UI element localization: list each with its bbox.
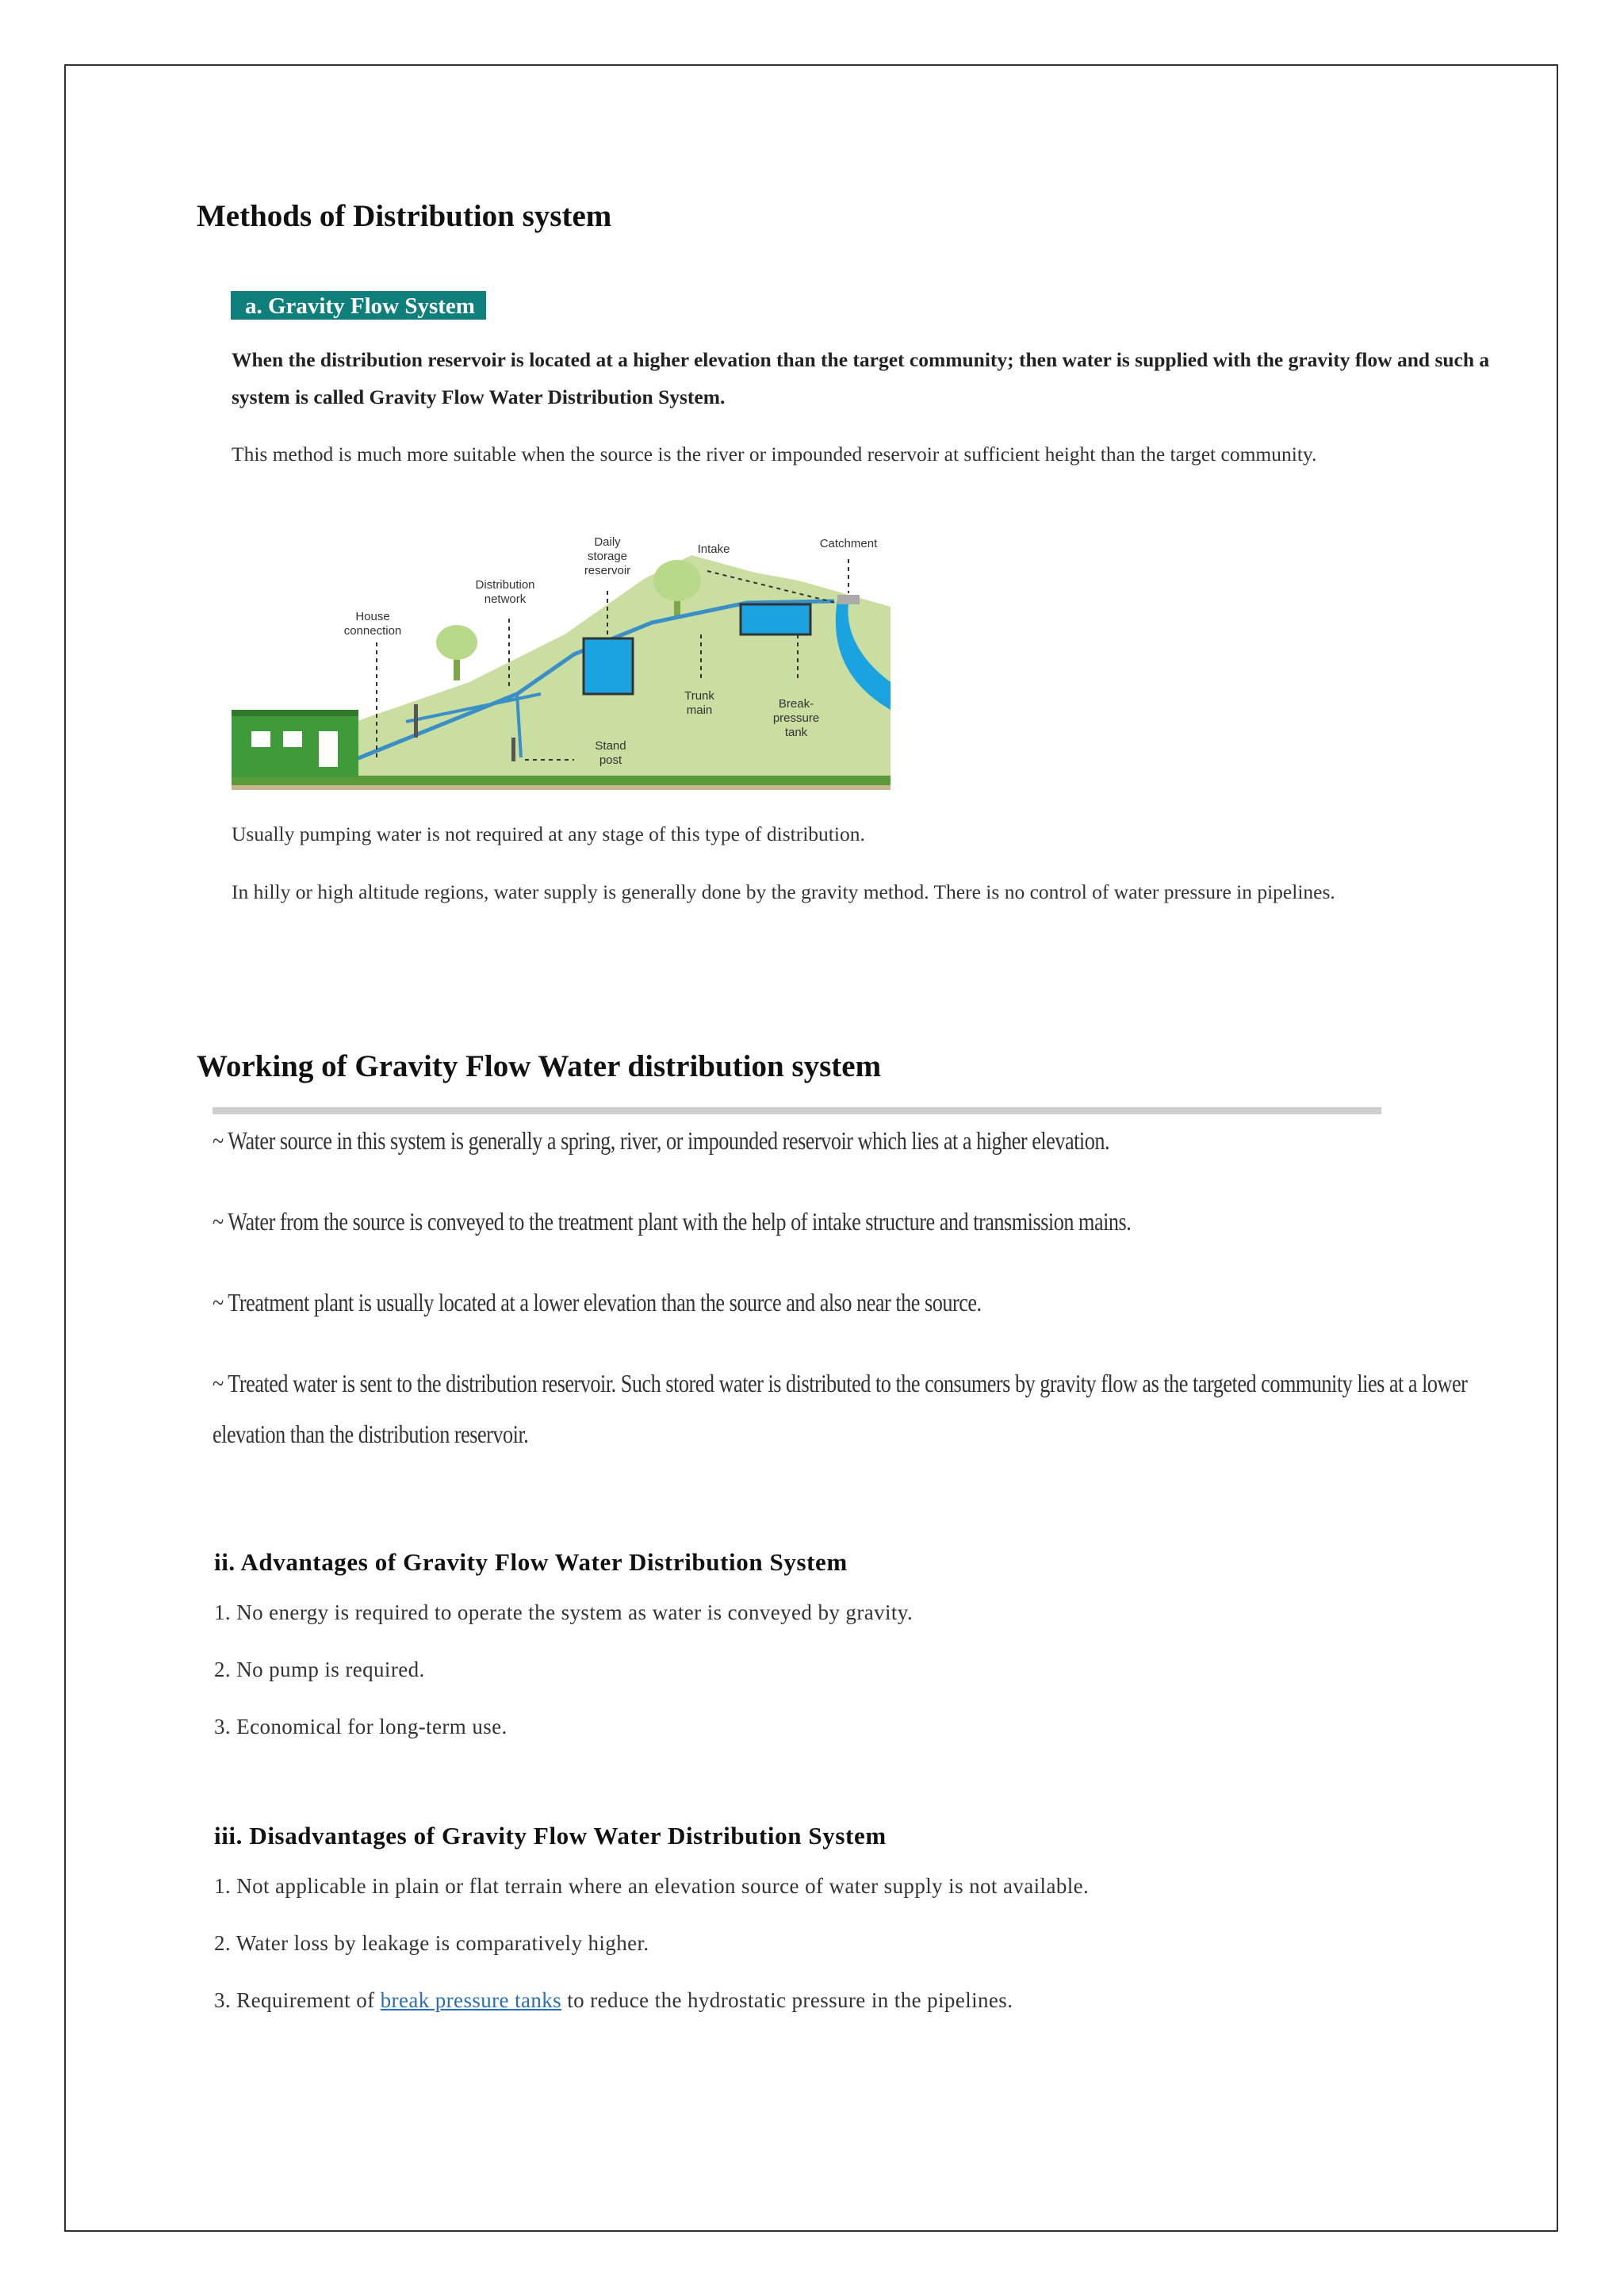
break-pressure-tank-shape [741, 604, 810, 634]
disadvantage-item-3-suffix: to reduce the hydrostatic pressure in the pipelines. [561, 1988, 1013, 2012]
working-point-3: ~ Treatment plant is usually located at a lower elevation than the source and also near the source. [213, 1288, 982, 1317]
break-pressure-tanks-link[interactable]: break pressure tanks [380, 1988, 562, 2012]
disadvantage-item-3-prefix: 3. Requirement of [214, 1988, 381, 2012]
label-stand-1: Stand [595, 739, 626, 753]
label-house-2: connection [343, 624, 402, 638]
label-daily-2: storage [587, 550, 628, 563]
heading-methods: Methods of Distribution system [197, 199, 612, 233]
intake-structure [837, 595, 860, 604]
gravity-flow-diagram [232, 523, 891, 797]
label-distribution-2: network [484, 592, 527, 606]
advantage-item-3: 3. Economical for long-term use. [214, 1715, 508, 1738]
soil-strip [232, 785, 891, 790]
label-house-1: House [355, 610, 390, 623]
label-break-1: Break- [778, 697, 814, 711]
label-stand-2: post [599, 753, 622, 767]
label-trunk-1: Trunk [684, 689, 714, 703]
house-connection-post [414, 704, 418, 738]
label-daily-1: Daily [594, 535, 621, 549]
label-intake: Intake [697, 542, 730, 556]
label-break-3: tank [784, 726, 808, 739]
suitability-paragraph: This method is much more suitable when the source is the river or impounded reservoir at sufficient height than the target community. [232, 443, 1317, 466]
section-badge-gravity-flow: a. Gravity Flow System [231, 291, 486, 320]
label-distribution-1: Distribution [475, 578, 535, 592]
advantage-item-2: 2. No pump is required. [214, 1658, 425, 1681]
working-point-4: ~ Treated water is sent to the distribution reservoir. Such stored water is distributed to the consumers by gravity flow as the targeted community lies at a lower elevation than the distribution reservoir. [213, 1369, 1468, 1448]
house-icon [232, 710, 358, 777]
section-divider [213, 1107, 1381, 1114]
disadvantage-item-2: 2. Water loss by leakage is comparatively higher. [214, 1931, 649, 1955]
disadvantage-item-1: 1. Not applicable in plain or flat terrain where an elevation source of water supply is not available. [214, 1874, 1090, 1898]
stand-post-shape [511, 738, 515, 761]
working-point-1: ~ Water source in this system is generally a spring, river, or impounded reservoir which lies at a higher elevation. [213, 1126, 1110, 1155]
disadvantage-item-3 [214, 1988, 1013, 2013]
advantages-heading: ii. Advantages of Gravity Flow Water Distribution System [214, 1548, 848, 1576]
pumping-paragraph: Usually pumping water is not required at any stage of this type of distribution. [232, 822, 865, 845]
label-catchment: Catchment [819, 537, 878, 550]
tree-left-icon [436, 625, 477, 680]
advantage-item-1: 1. No energy is required to operate the system as water is conveyed by gravity. [214, 1600, 914, 1624]
disadvantages-heading: iii. Disadvantages of Gravity Flow Water Distribution System [214, 1822, 887, 1849]
daily-storage-reservoir-tank [584, 638, 633, 694]
label-trunk-2: main [686, 703, 713, 717]
label-daily-3: reservoir [584, 564, 631, 577]
working-point-2: ~ Water from the source is conveyed to the treatment plant with the help of intake structure and transmission mains. [213, 1207, 1132, 1236]
label-break-2: pressure [772, 711, 820, 725]
hilly-paragraph: In hilly or high altitude regions, water supply is generally done by the gravity method. There is no control of water pressure in pipelines. [232, 880, 1335, 903]
intro-paragraph: When the distribution reservoir is located at a higher elevation than the target community; then water is supplied with the gravity flow and such a system is called Gravity Flow Water Distribution System. [232, 348, 1490, 408]
heading-working: Working of Gravity Flow Water distribution system [197, 1049, 882, 1083]
